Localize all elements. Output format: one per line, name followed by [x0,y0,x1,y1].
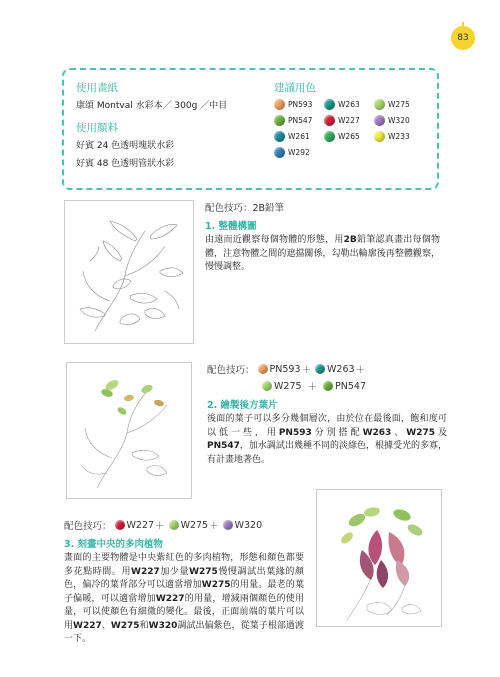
step-3 [64,518,304,647]
w263-swatch-icon [315,364,325,374]
color-item [324,131,374,142]
color-item [274,147,324,158]
step-2 [207,362,447,467]
color-swatch-icon [274,147,285,158]
color-swatch-icon [374,131,385,142]
w275-swatch-icon [262,381,272,391]
color-code: W265 [338,132,360,141]
color-code: W292 [288,148,310,157]
color-code: W227 [338,116,360,125]
color-swatch-icon [324,115,335,126]
paint-line-1: 好賓 24 色透明塊狀水彩 [76,141,175,151]
back-leaves-drawing [67,363,192,499]
color-swatch-icon [374,115,385,126]
colors-heading: 建議用色 [274,82,316,94]
step-2-technique: 配色技巧： PN593 ＋ W263 ＋ [207,363,366,376]
color-code: W233 [388,132,410,141]
pn547-swatch-icon [323,381,333,391]
sketch-image [64,200,194,344]
step-2-body: 後面的葉子可以多分幾個層次，由於位在最後面，飽和度可以低一些，用PN593分別搭配W263、W275及PN547，加水調試出幾種不同的淡綠色，根據受光的多寡，有計畫地著色。 [207,414,447,465]
pencil-sketch-drawing [65,201,194,344]
color-item [274,115,324,126]
color-swatch-icon [324,99,335,110]
step-2-title: 2. 繪製後方葉片 [207,400,278,411]
color-item [374,115,424,126]
w227-swatch-icon [115,520,125,530]
color-item [324,99,374,110]
color-item [374,99,424,110]
color-item [274,131,324,142]
step-3-title: 3. 刻畫中央的多肉植物 [64,539,164,550]
succulent-image [316,489,442,627]
w320-swatch-icon [223,520,233,530]
paint-heading: 使用顏料 [76,122,118,134]
color-code: W320 [388,116,410,125]
materials-left [76,80,266,174]
color-swatch-icon [374,99,385,110]
color-swatch-icon [324,131,335,142]
w275-swatch-icon [169,520,179,530]
step-1-body: 由遠而近觀察每個物體的形態，用2B鉛筆認真畫出每個物體，注意物體之間的遮擋關係，勾勒出輪廓後再整體觀察，慢慢調整。 [205,235,440,272]
step-1 [205,200,440,275]
paper-value: 康頌 Montval 水彩本／ 300g ／中目 [76,101,228,111]
color-code: W261 [288,132,310,141]
color-grid [274,99,434,158]
step-1-technique: 配色技巧：2B鉛筆 [205,203,285,214]
color-code: W275 [388,100,410,109]
page-number: 83 [451,26,475,50]
color-code: PN593 [288,100,313,109]
paper-heading: 使用畫紙 [76,82,118,94]
color-swatch-icon [274,131,285,142]
color-code: PN547 [288,116,313,125]
color-item [374,131,424,142]
back-leaves-image [66,362,192,499]
succulent-painting-drawing [317,490,442,627]
step-3-body: 畫面的主要物體是中央紫紅色的多肉植物，形態和顏色都要多花點時間。用W227加少量W275慢慢調試出葉緣的顏色，偏冷的葉背部分可以適當增加W275的用量。最老的葉子偏暖，可以適當增加W227的用量，增減兩個顏色的使用量，可以使顏色有細微的變化。最後，正面前端的葉片可以用W227、W275和W320調試出偏紫色，從葉子根部過渡一下。 [64,553,304,644]
step-3-technique: 配色技巧： W227 ＋ W275 ＋ W320 [64,519,263,532]
materials-info-box [62,68,439,190]
recommended-colors [274,80,434,158]
color-item [324,115,374,126]
step-2-technique-line-2: W275 ＋ PN547 [259,379,447,393]
color-swatch-icon [274,115,285,126]
step-1-title: 1. 整體構圖 [205,221,257,232]
pn593-swatch-icon [258,364,268,374]
color-item [274,99,324,110]
color-code: W263 [338,100,360,109]
color-swatch-icon [274,99,285,110]
paint-line-2: 好賓 48 色透明管狀水彩 [76,159,175,169]
